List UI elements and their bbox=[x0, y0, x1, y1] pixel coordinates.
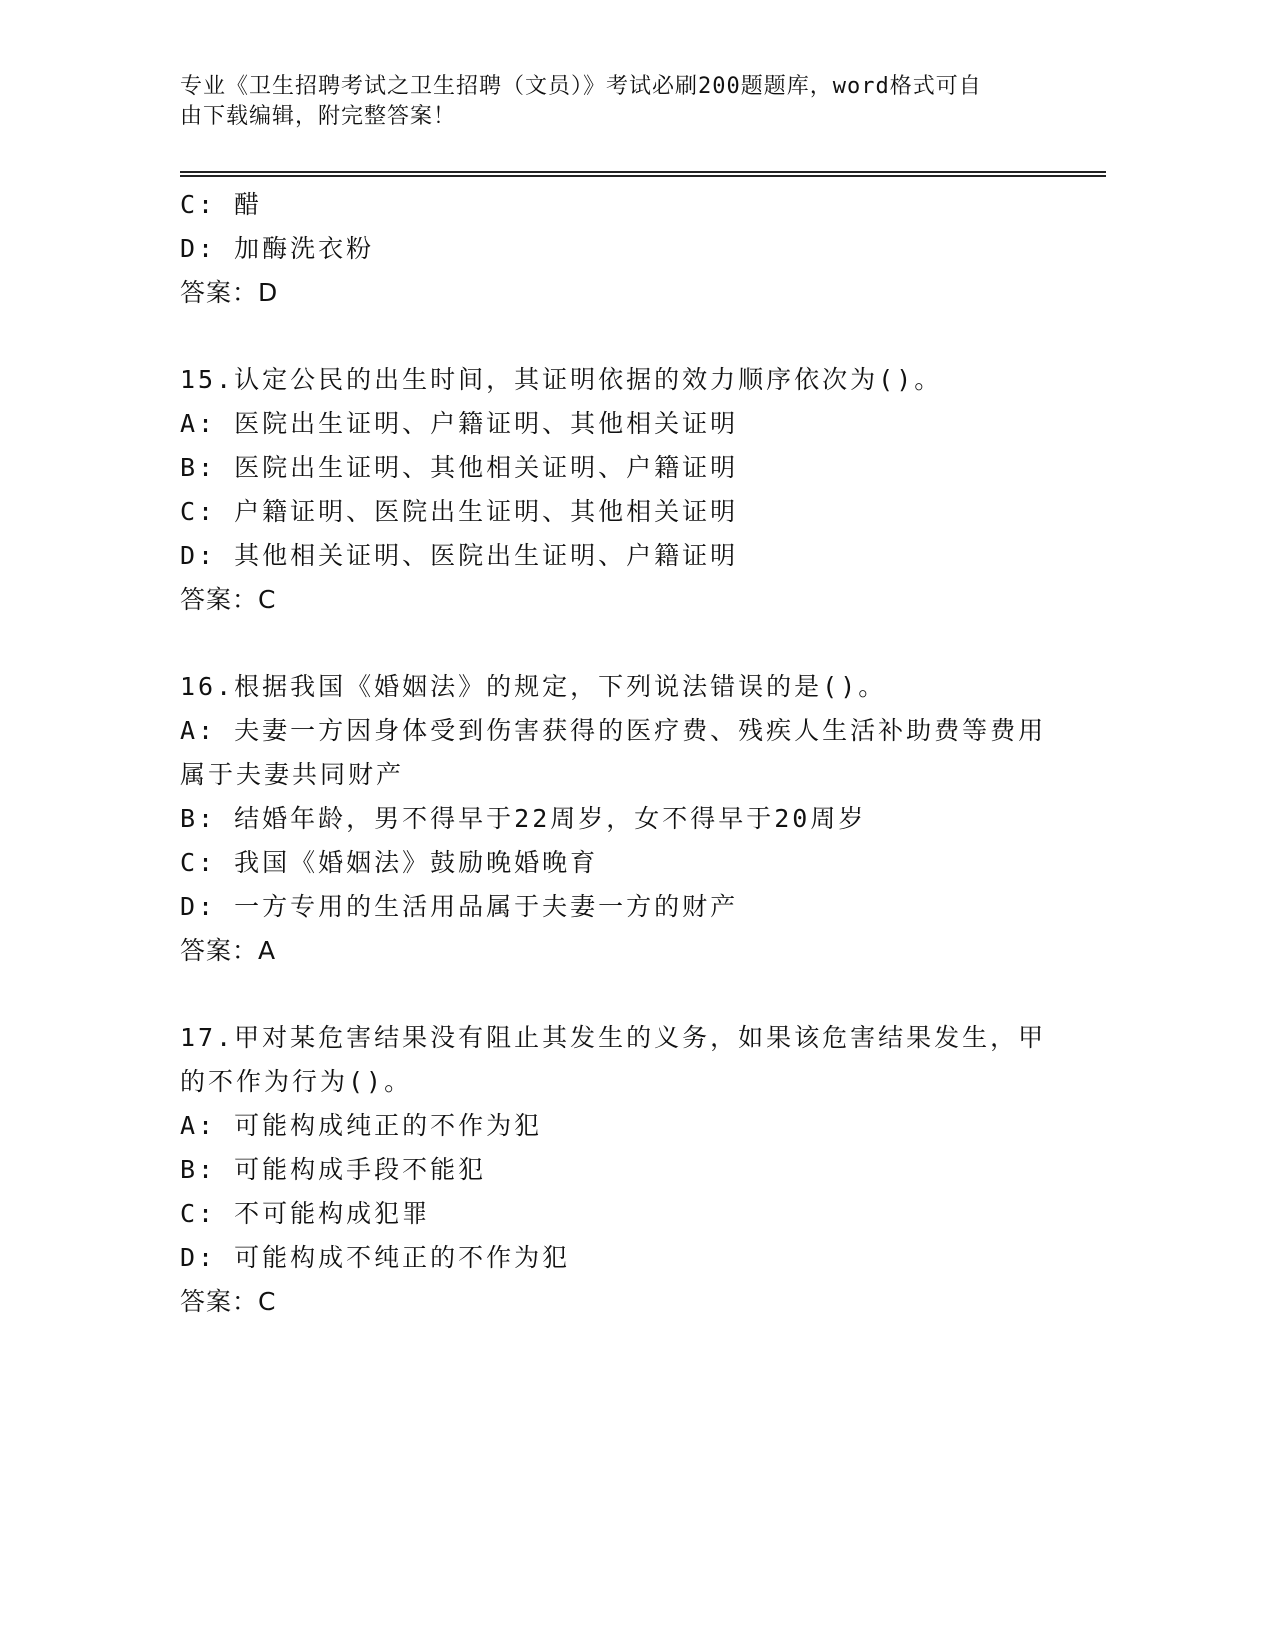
question-16-option-a-line-1: A: 夫妻一方因身体受到伤害获得的医疗费、残疾人生活补助费等费用 bbox=[180, 716, 1047, 745]
question-15-option-c: C: 户籍证明、医院出生证明、其他相关证明 bbox=[180, 497, 739, 526]
spacer bbox=[180, 973, 1040, 1016]
question-16-answer: 答案：A bbox=[180, 936, 277, 965]
header-line-1: 专业《卫生招聘考试之卫生招聘（文员）》考试必刷200题题库，word格式可自 bbox=[180, 74, 982, 99]
question-15-answer: 答案：C bbox=[180, 585, 277, 614]
question-14-block bbox=[180, 183, 1040, 315]
question-17-option-b: B: 可能构成手段不能犯 bbox=[180, 1155, 487, 1184]
header-line-2: 由下载编辑，附完整答案！ bbox=[180, 104, 457, 129]
header-rule-top bbox=[180, 171, 1106, 173]
question-list bbox=[180, 183, 1047, 1324]
question-17-answer: 答案：C bbox=[180, 1287, 277, 1316]
question-16-option-b: B: 结婚年龄，男不得早于22周岁，女不得早于20周岁 bbox=[180, 804, 867, 833]
question-17-text-line-2: 的不作为行为()。 bbox=[180, 1067, 413, 1096]
question-15-text: 15.认定公民的出生时间，其证明依据的效力顺序依次为()。 bbox=[180, 365, 943, 394]
question-15-option-d: D: 其他相关证明、医院出生证明、户籍证明 bbox=[180, 541, 739, 570]
question-14-option-c: C: 醋 bbox=[180, 190, 263, 219]
header-rule-bottom bbox=[180, 175, 1106, 177]
question-16-block bbox=[180, 665, 1047, 973]
question-15-option-b: B: 医院出生证明、其他相关证明、户籍证明 bbox=[180, 453, 739, 482]
question-17-text-line-1: 17.甲对某危害结果没有阻止其发生的义务，如果该危害结果发生，甲 bbox=[180, 1023, 1047, 1052]
question-17-option-a: A: 可能构成纯正的不作为犯 bbox=[180, 1111, 543, 1140]
question-17-option-d: D: 可能构成不纯正的不作为犯 bbox=[180, 1243, 571, 1272]
question-17-option-c: C: 不可能构成犯罪 bbox=[180, 1199, 431, 1228]
question-16-option-d: D: 一方专用的生活用品属于夫妻一方的财产 bbox=[180, 892, 739, 921]
document-header bbox=[180, 72, 1040, 132]
spacer bbox=[180, 622, 1040, 665]
question-16-text: 16.根据我国《婚姻法》的规定，下列说法错误的是()。 bbox=[180, 672, 887, 701]
question-14-option-d: D: 加酶洗衣粉 bbox=[180, 234, 375, 263]
question-16-option-c: C: 我国《婚姻法》鼓励晚婚晚育 bbox=[180, 848, 599, 877]
question-15-block bbox=[180, 358, 1040, 622]
question-17-block bbox=[180, 1016, 1047, 1324]
spacer bbox=[180, 315, 1040, 358]
question-14-answer: 答案：D bbox=[180, 278, 279, 307]
question-16-option-a-line-2: 属于夫妻共同财产 bbox=[180, 760, 405, 789]
question-15-option-a: A: 医院出生证明、户籍证明、其他相关证明 bbox=[180, 409, 739, 438]
